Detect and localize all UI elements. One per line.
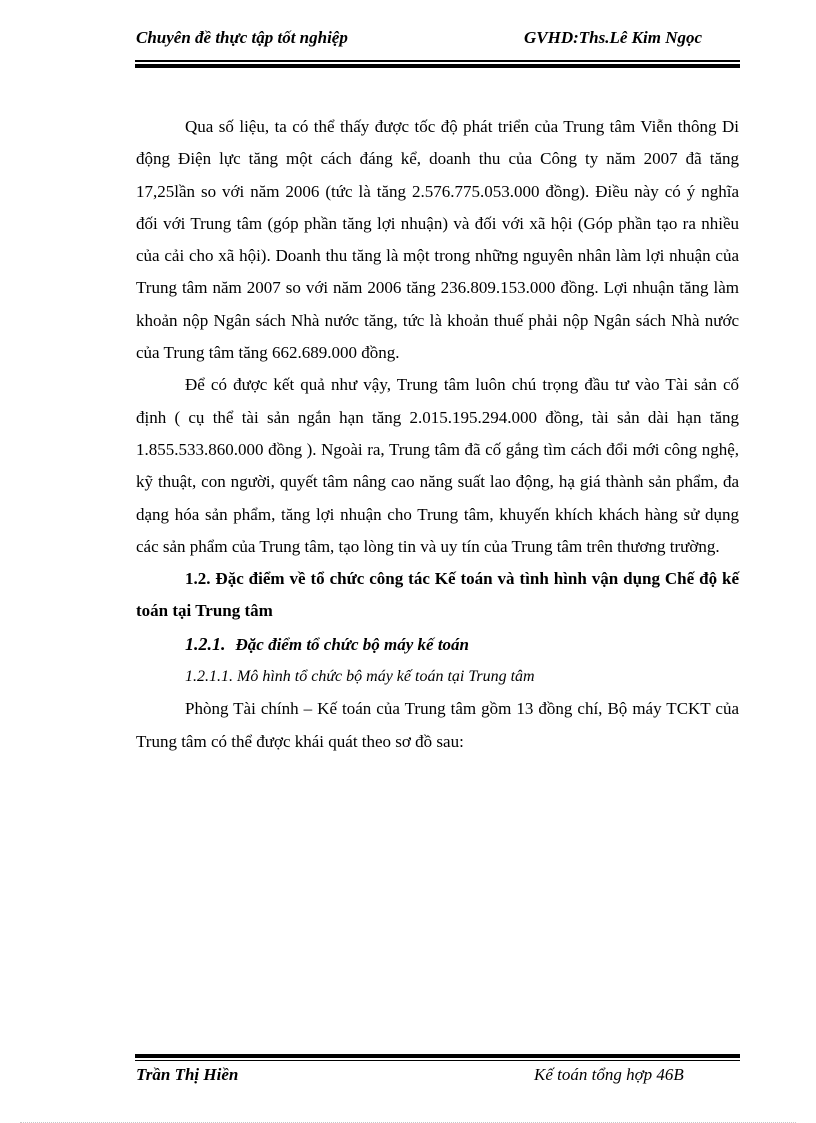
paragraph-growth: Qua số liệu, ta có thể thấy được tốc độ phát triển của Trung tâm Viễn thông Di động Điện lực tăng một cách đáng kể, doanh thu của Công ty năm 2007 đã tăng 17,25lần so với năm 2006 (tức là tăng 2.576.775.053.000 đồng). Điều này có ý nghĩa đối với Trung tâm (góp phần tăng lợi nhuận) và đối với xã hội (Góp phần tạo ra nhiều của cải cho xã hội). Doanh thu tăng là một trong những nguyên nhân làm lợi nhuận của Trung tâm năm 2007 so với năm 2006 tăng 236.809.153.000 đồng. Lợi nhuận tăng làm khoản nộp Ngân sách Nhà nước tăng, tức là khoản thuế phải nộp Ngân sách Nhà nước của Trung tâm tăng 662.689.000 đồng. [136, 117, 739, 363]
header-rule-thick [135, 64, 740, 68]
section-heading: 1.2. Đặc điểm về tổ chức công tác Kế toán và tình hình vận dụng Chế độ kế toán tại Trung tâm [136, 569, 739, 621]
header-title: Chuyên đề thực tập tốt nghiệp [136, 28, 348, 47]
paragraph-department: Phòng Tài chính – Kế toán của Trung tâm gồm 13 đồng chí, Bộ máy TCKT của Trung tâm có thể được khái quát theo sơ đồ sau: [136, 699, 739, 751]
paragraph-investment: Để có được kết quả như vậy, Trung tâm luôn chú trọng đầu tư vào Tài sản cố định ( cụ thể tài sản ngắn hạn tăng 2.015.195.294.000 đồng, tài sản dài hạn tăng 1.855.533.860.000 đồng ). Ngoài ra, Trung tâm đã cố gắng tìm cách đổi mới công nghệ, kỹ thuật, con người, quyết tâm nâng cao năng suất lao động, hạ giá thành sản phẩm, đa dạng hóa sản phẩm, tăng lợi nhuận cho Trung tâm, khuyến khích khách hàng sử dụng các sản phẩm của Trung tâm, tạo lòng tin và uy tín của Trung tâm trên thương trường. [136, 375, 739, 556]
footer-class: Kế toán tổng hợp 46B [534, 1065, 684, 1084]
subsection-title: Đặc điểm tổ chức bộ máy kế toán [235, 634, 470, 654]
footer-author: Trần Thị Hiền [136, 1065, 239, 1084]
body-content [136, 111, 739, 758]
header-rule-thin [135, 60, 740, 62]
footer-rule-thick [135, 1054, 740, 1058]
subsection-number: 1.2.1. [185, 633, 226, 654]
footer-rule-thin [135, 1060, 740, 1061]
header-advisor: GVHD:Ths.Lê Kim Ngọc [524, 28, 703, 47]
subsection-heading [136, 628, 739, 661]
subsubsection-heading: 1.2.1.1. Mô hình tổ chức bộ máy kế toán tại Trung tâm [185, 668, 535, 686]
